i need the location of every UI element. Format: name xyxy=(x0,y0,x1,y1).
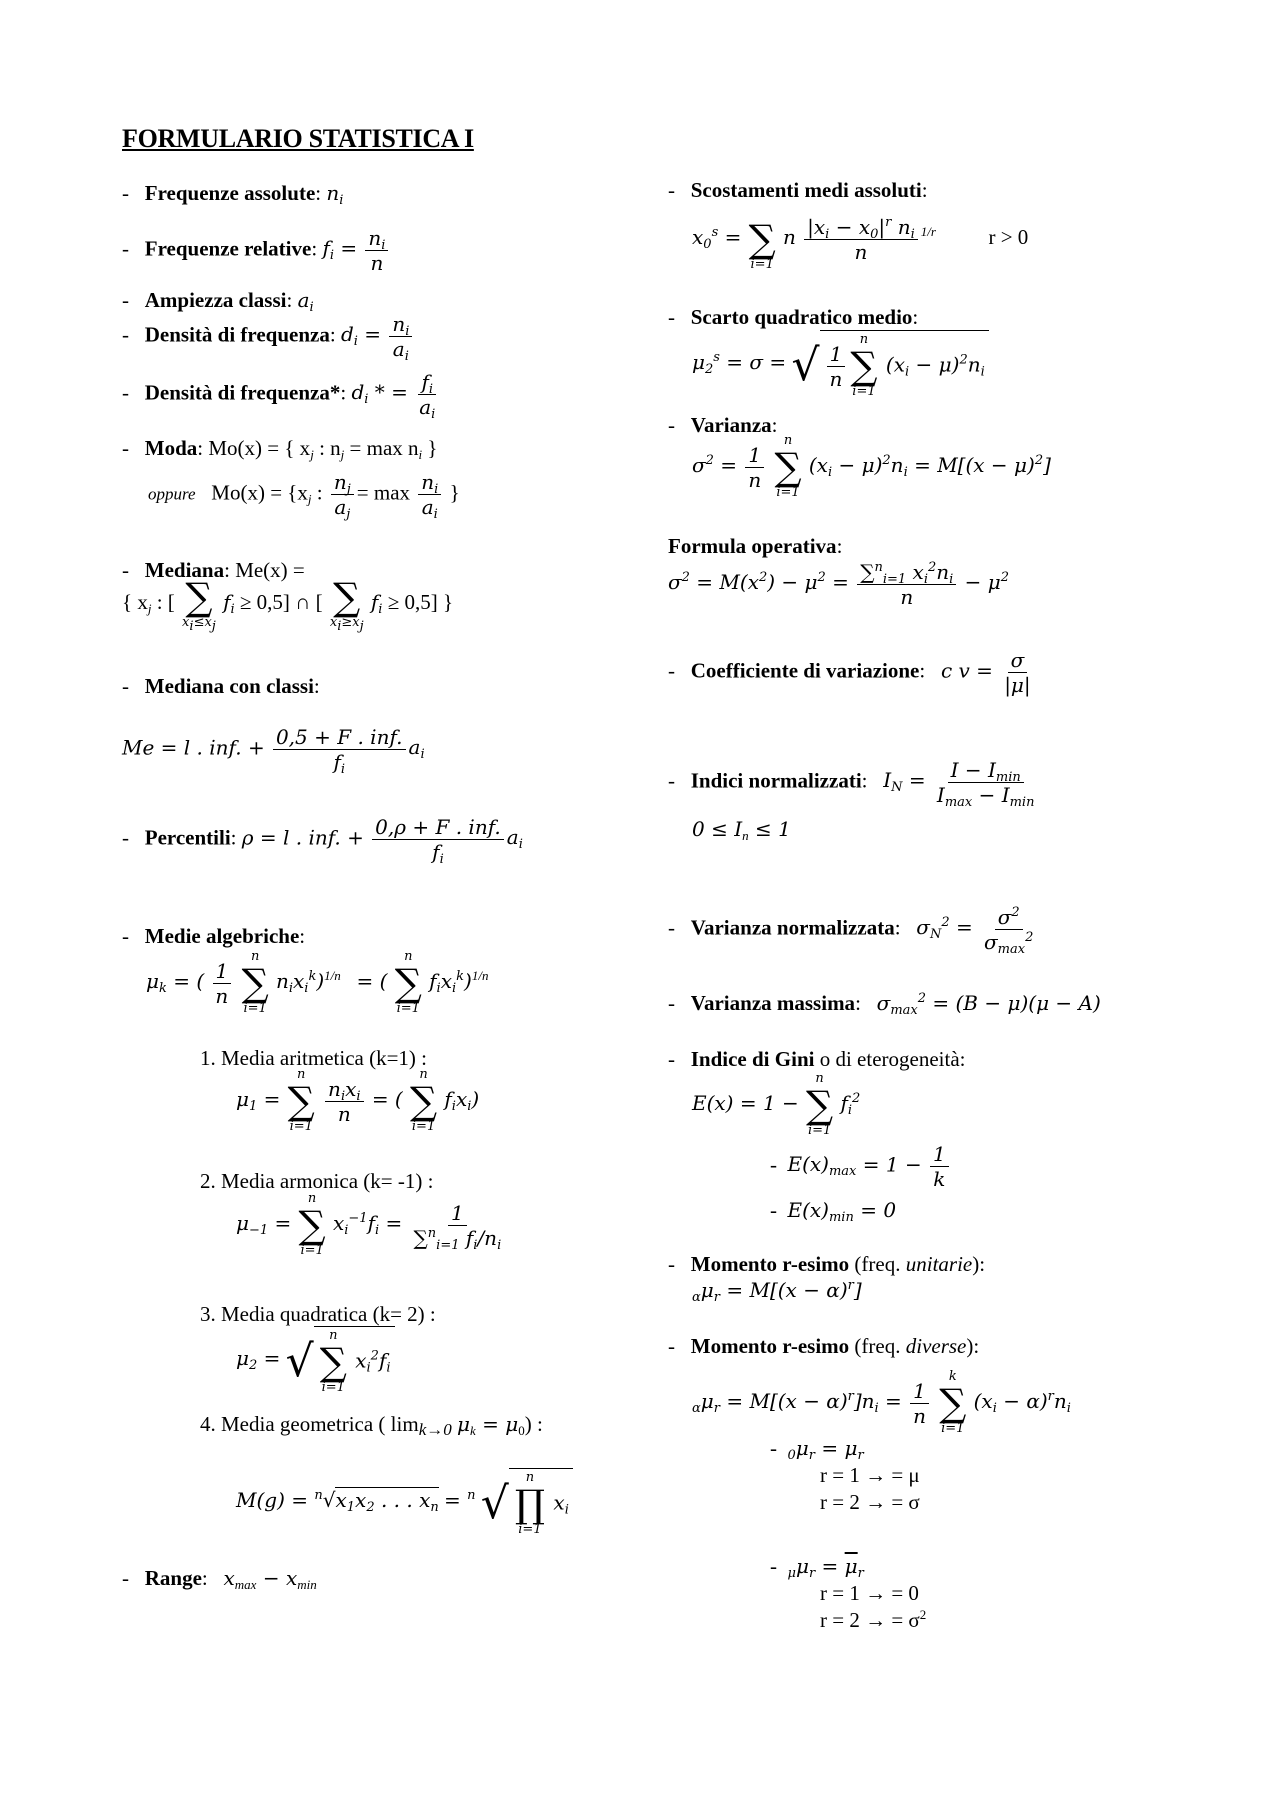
item-medie-formula: $\mu_k$ = ( $\frac{1}{n}$ n ∑ i=1 $n_ix_i^k)^{1/n}$ = ( n ∑ i=1 $f_ix_i^k)^{1/n}$ xyxy=(146,949,489,1016)
item-momento-zero-r1: r = 1 → = μ xyxy=(820,1463,920,1487)
item-varianza-formula: $\sigma^2$ = $\frac{1}{n}$ n ∑ i=1 $(x_i - \mu)^2n_i = M[(x - \mu)^2]$ xyxy=(692,433,1051,500)
item-scostamenti: - Scostamenti medi assoluti: xyxy=(668,178,928,202)
item-formula-operativa-formula: $\sigma^2 = M(x^2) - \mu^2$ = $\frac{\sum^n_{i=1} x_i^2n_i}{n}$ − $\mu^2$ xyxy=(668,560,1009,609)
item-momento-zero-r2: r = 2 → = σ xyxy=(820,1490,920,1514)
item-varianza: - Varianza: xyxy=(668,413,778,437)
item-moda: - Moda: Mo(x) = { $x_j$ : $n_j = \max n_i$ } xyxy=(122,436,438,462)
item-momento-mu-r2: r = 2 → = $\sigma^2$ xyxy=(820,1607,927,1632)
item-scarto-formula: $\mu_2^s = \sigma$ = √ $\frac{1}{n}$ n ∑ i=1 $(x_i - \mu)^2n_i$ xyxy=(692,330,989,399)
item-media-quadratica-formula: $\mu_2$ = √ n ∑ i=1 $x_i^2f_i$ xyxy=(236,1326,395,1395)
item-momento-unitarie-formula: $_\alpha\mu_r = M[(x - \alpha)^r]$ xyxy=(692,1278,862,1305)
item-media-geometrica: 4. Media geometrica ( $\lim_{k\to 0} \mu_k = \mu_0$) : xyxy=(200,1412,543,1439)
item-media-armonica-formula: $\mu_{-1}$ = n ∑ i=1 $x_i^{-1}f_i$ = $\frac{1}{\sum^n_{i=1} f_i/n_i}$ xyxy=(236,1191,502,1258)
item-media-armonica: 2. Media armonica (k= -1) : xyxy=(200,1169,434,1193)
item-mediana-formula: { $x_j$ : [ ∑ $x_i\le x_j$ $f_i \ge 0,5$] ∩ [ ∑ $x_i\ge x_j$ $f_i \ge 0,5$] } xyxy=(122,575,454,634)
item-mediana-classi-formula: Me = l . inf. + $\frac{\text{0,5 + F . inf.}}{f_i}$ $a_i$ xyxy=(122,725,425,777)
item-mediana-classi: - Mediana con classi: xyxy=(122,674,320,698)
item-momento-mu-r1: r = 1 → = 0 xyxy=(820,1581,919,1605)
item-scostamenti-formula: $x_0^s$ = ∑ i=1 n $\frac{|x_i - x_0|^r n_i}{n}$ $^{1/r}$ r > 0 xyxy=(692,214,1029,272)
item-indici-normalizzati: - Indici normalizzati: $I_N$ = $\frac{I - I_{min}}{I_{max} - I_{min}}$ xyxy=(668,758,1035,810)
item-densita-frequenza-star: - Densità di frequenza*: $d_i$ * = $\frac{f_i}{a_i}$ xyxy=(122,370,436,422)
item-gini-max: - $E(x)_{max} = 1$ − $\frac{1}{k}$ xyxy=(770,1142,952,1191)
item-coefficiente-variazione: - Coefficiente di variazione: c v = $\frac{\sigma}{|\mu|}$ xyxy=(668,648,1031,697)
item-scarto-quadratico: - Scarto quadratico medio: xyxy=(668,305,919,329)
item-varianza-normalizzata: - Varianza normalizzata: $\sigma_N^2$ = $\frac{\sigma^2}{\sigma_{max}^2}$ xyxy=(668,905,1034,957)
item-indice-gini: - Indice di Gini o di eterogeneità: xyxy=(668,1047,966,1071)
item-densita-frequenza: - Densità di frequenza: $d_i$ = $\frac{n_i}{a_i}$ xyxy=(122,312,415,361)
item-moda-oppure: oppure $Mo(x) = \{x_j$ : $\frac{n_j}{a_j}$ = max $\frac{n_i}{a_i}$ } xyxy=(148,470,460,522)
item-mediana: - Mediana: Me(x) = xyxy=(122,558,305,582)
item-gini-min: - $E(x)_{min} = 0$ xyxy=(770,1198,897,1225)
item-ampiezza-classi: - Ampiezza classi: $a_i$ xyxy=(122,288,314,315)
item-frequenze-assolute: - Frequenze assolute: $n_i$ xyxy=(122,181,344,208)
item-media-aritmetica-formula: $\mu_1$ = n ∑ i=1 $\frac{n_ix_i}{n}$ = ( n ∑ i=1 $f_ix_i$) xyxy=(236,1067,480,1134)
item-range: - Range: $x_{max} - x_{min}$ xyxy=(122,1566,317,1592)
item-momento-unitarie: - Momento r-esimo (freq. unitarie): xyxy=(668,1252,986,1276)
item-media-aritmetica: 1. Media aritmetica (k=1) : xyxy=(200,1046,428,1070)
item-momento-zero: - $_0\mu_r = \mu_r$ xyxy=(770,1436,864,1463)
item-indici-range: $0 \le I_n \le 1$ xyxy=(692,817,791,843)
page-title: FORMULARIO STATISTICA I xyxy=(122,124,474,153)
item-momento-diverse-formula: $_\alpha\mu_r = M[(x - \alpha)^r]n_i$ = $\frac{1}{n}$ k ∑ i=1 $(x_i - \alpha)^rn_i$ xyxy=(692,1369,1071,1436)
item-medie-algebriche: - Medie algebriche: xyxy=(122,924,306,948)
item-frequenze-relative: - Frequenze relative: $f_i$ = $\frac{n_i}{n}$ xyxy=(122,226,391,275)
item-media-geometrica-formula: $M(g) = ^n√x_1x_2$ . . . $x_n = ^n$ √ n ∏ i=1 $x_i$ xyxy=(236,1468,573,1537)
item-formula-operativa: Formula operativa: xyxy=(668,534,843,558)
item-percentili: - Percentili: ρ = l . inf. + $\frac{\text{0,ρ + F . inf.}}{f_i}$ $a_i$ xyxy=(122,815,523,867)
item-momento-diverse: - Momento r-esimo (freq. diverse): xyxy=(668,1334,980,1358)
item-momento-mu: - $_\mu\mu_r = \overline{\mu}_r$ xyxy=(770,1554,864,1581)
item-gini-formula: E(x) = 1 − n ∑ i=1 $f_i^2$ xyxy=(692,1071,861,1138)
item-varianza-massima: - Varianza massima: $\sigma_{max}^2 = (B - \mu)(\mu - A)$ xyxy=(668,991,1101,1018)
item-media-quadratica: 3. Media quadratica (k= 2) : xyxy=(200,1302,436,1326)
